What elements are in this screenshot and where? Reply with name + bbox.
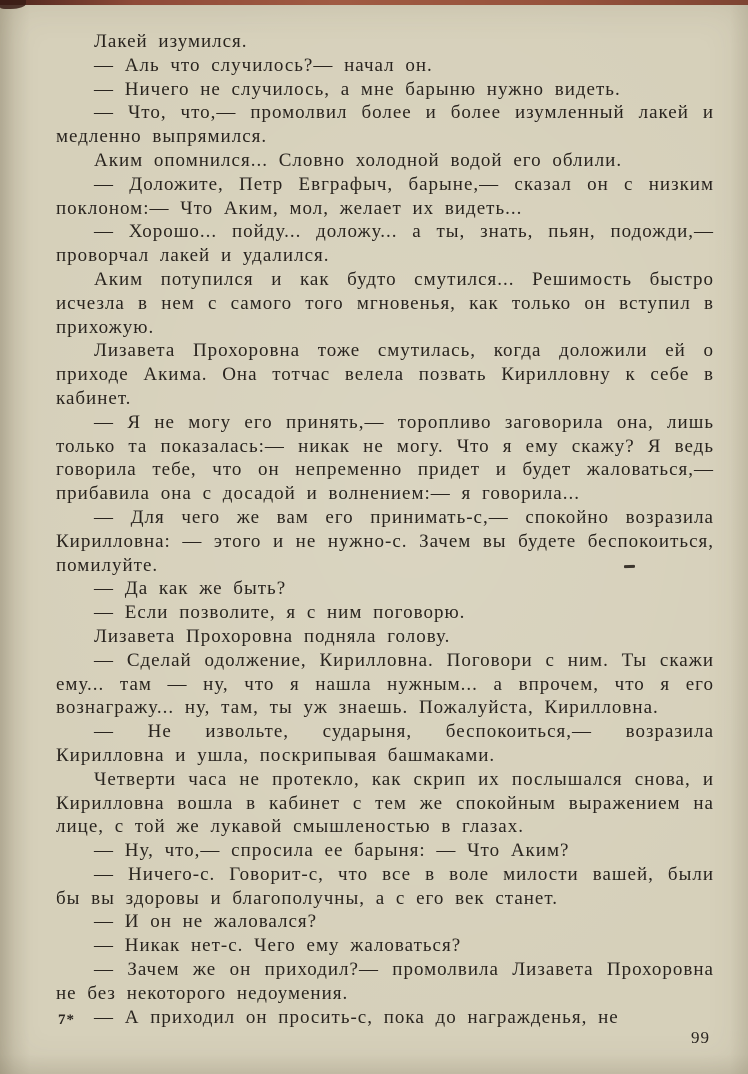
- paragraph: Четверти часа не протекло, как скрип их послышался снова, и Кирилловна вошла в кабинет с тем же спокойным выражением на лице, с той же лукавой смышленостью в глазах.: [56, 768, 714, 838]
- paragraph: Лакей изумился.: [94, 31, 248, 52]
- paragraph: — Зачем же он приходил?— промолвила Лизавета Прохоровна не без некоторого недоумения.: [56, 959, 714, 1004]
- paragraph: — Да как же быть?: [94, 578, 287, 600]
- paragraph: Аким потупился и как будто смутился... Решимость быстро исчезла в нем с самого того мгновенья, как только он вступил в прихожую.: [56, 268, 714, 338]
- scan-top-edge: [0, 0, 748, 5]
- paragraph: — Что, что,— промолвил более и более изумленный лакей и медленно выпрямился.: [56, 102, 714, 148]
- paragraph: — Хорошо... пойду... доложу... а ты, знать, пьян, подожди,— проворчал лакей и удалился.: [56, 221, 714, 267]
- paragraph: — Ну, что,— спросила ее барыня: — Что Аким?: [94, 840, 570, 862]
- paragraph: — И он не жаловался?: [94, 911, 318, 933]
- paragraph: — Аль что случилось?— начал он.: [94, 54, 433, 76]
- paragraph: — Доложите, Петр Евграфыч, барыне,— сказал он с низким поклоном:— Что Аким, мол, желает их видеть...: [56, 173, 714, 219]
- paragraph: — Никак нет-с. Чего ему жаловаться?: [94, 935, 462, 957]
- text-block: [56, 30, 714, 1029]
- scan-corner-blot: [0, 0, 26, 9]
- page-number: 99: [691, 1028, 710, 1047]
- paragraph: Лизавета Прохоровна тоже смутилась, когда доложили ей о приходе Акима. Она тотчас велела позвать Кирилловну к себе в кабинет.: [56, 340, 714, 409]
- paragraph: — Если позволите, я с ним поговорю.: [94, 602, 466, 624]
- paragraph: Аким опомнился... Словно холодной водой его облили.: [94, 149, 623, 171]
- print-artifact-mark: [624, 565, 635, 568]
- paragraph: — Ничего не случилось, а мне барыню нужно видеть.: [94, 78, 621, 100]
- paragraph: — Я не могу его принять,— торопливо заговорила она, лишь только та показалась:— никак не могу. Что я ему скажу? Я ведь говорила тебе, что он непременно придет и будет жаловаться,— прибавила она с досадой и волнением:— я говорила...: [56, 411, 714, 505]
- paragraph: — Сделай одолжение, Кирилловна. Поговори с ним. Ты скажи ему... там — ну, что я нашла нужным... а впрочем, что я его вознагражу... ну, там, ты уж знаешь. Пожалуйста, Кирилловна.: [56, 649, 714, 719]
- paragraph: — А приходил он просить-с, пока до награжденья, не: [94, 1006, 619, 1028]
- paragraph: Лизавета Прохоровна подняла голову.: [94, 625, 451, 647]
- paragraph: — Не извольте, сударыня, беспокоиться,— возразила Кирилловна и ушла, поскрипывая башмаками.: [56, 721, 714, 766]
- signature-mark: 7*: [58, 1012, 75, 1028]
- paragraph: — Для чего же вам его принимать-с,— спокойно возразила Кирилловна: — этого и не нужно-с. Зачем вы будете беспокоиться, помилуйте.: [56, 506, 714, 576]
- paragraph: — Ничего-с. Говорит-с, что все в воле милости вашей, были бы вы здоровы и благополучны, а с его век станет.: [56, 863, 714, 909]
